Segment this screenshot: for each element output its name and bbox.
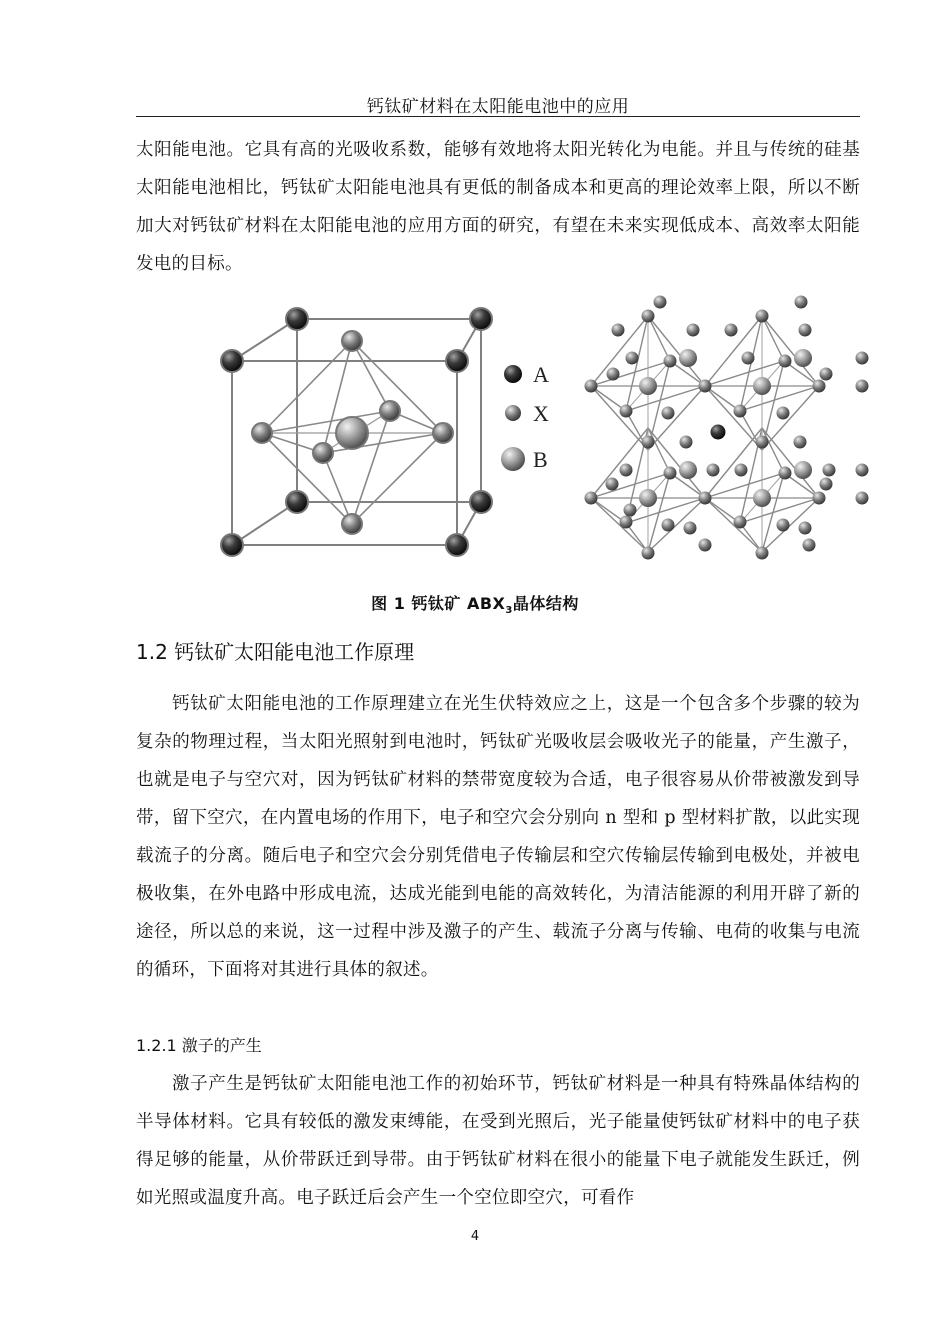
legend-x-sphere: [505, 405, 521, 421]
a-site-atom: [446, 350, 468, 372]
octahedron-edge: [352, 341, 443, 433]
lattice-x-atom: [799, 522, 812, 535]
lattice-x-atom: [699, 380, 712, 393]
lattice-b-atom: [794, 349, 812, 367]
lattice-b-atom: [753, 489, 771, 507]
lattice-x-atom: [756, 547, 769, 560]
page-number: 4: [470, 1229, 480, 1244]
octahedron-edge: [262, 433, 352, 524]
lattice-x-atom: [642, 436, 655, 449]
a-site-atom: [221, 534, 243, 556]
lattice-bond: [705, 498, 762, 552]
intro-paragraph: 太阳能电池。它具有高的光吸收系数，能够有效地将太阳光转化为电能。并且与传统的硅基太阳能电池相比，钙钛矿太阳能电池具有更低的制备成本和更高的理论效率上限，所以不断加大对钙钛矿材料在太阳能电池的应用方面的研究，有望在未来实现低成本、高效率太阳能发电的目标。: [136, 140, 860, 274]
lattice-b-atom: [679, 349, 697, 367]
page-header-title: 钙钛矿材料在太阳能电池中的应用: [366, 97, 630, 117]
x-site-atom: [342, 514, 362, 534]
lattice-x-atom: [725, 324, 738, 337]
cubic-unit-cell: [221, 308, 492, 556]
octahedron-edge: [352, 341, 390, 411]
lattice-x-atom: [612, 324, 625, 337]
lattice-x-atom: [707, 464, 720, 477]
lattice-x-atom: [794, 436, 807, 449]
lattice-bond: [591, 473, 670, 498]
lattice-x-atom: [813, 492, 826, 505]
lattice-x-atom: [654, 296, 667, 309]
lattice-x-atom: [699, 539, 712, 552]
lattice-x-atom: [607, 368, 620, 381]
legend-b-sphere: [501, 447, 525, 471]
figure-caption: [0, 591, 950, 616]
figure-caption-suffix: 晶体结构: [512, 594, 579, 613]
section-1-2-1-paragraph: 激子产生是钙钛矿太阳能电池工作的初始环节，钙钛矿材料是一种具有特殊晶体结构的半导体材料。它具有较低的激发束缚能，在受到光照后，光子能量使钙钛矿材料中的电子获得足够的能量，从价带跃迁到导带。由于钙钛矿材料在很小的能量下电子就能发生跃迁，例如光照或温度升高。电子跃迁后会产生一个空位即空穴，可看作: [136, 1074, 860, 1208]
a-site-atom: [470, 308, 492, 330]
lattice-x-atom: [756, 310, 769, 323]
a-site-atom: [286, 308, 308, 330]
lattice-x-atom: [680, 436, 693, 449]
lattice-x-atom: [777, 407, 790, 420]
lattice-x-atom: [642, 547, 655, 560]
lattice-x-atom: [856, 464, 869, 477]
lattice-b-atom: [639, 489, 657, 507]
lattice-a-atom: [711, 425, 726, 440]
x-site-atom: [433, 423, 453, 443]
lattice-x-atom: [779, 467, 792, 480]
lattice-x-atom: [626, 352, 639, 365]
legend-a-label: A: [533, 362, 549, 387]
lattice-x-atom: [687, 324, 700, 337]
lattice-x-atom: [803, 539, 816, 552]
octahedron-edge: [323, 453, 352, 524]
legend-b-label: B: [533, 447, 548, 472]
lattice-x-atom: [823, 464, 836, 477]
x-site-atom: [342, 331, 362, 351]
lattice-x-atom: [624, 504, 637, 517]
lattice-x-atom: [664, 467, 677, 480]
lattice-x-atom: [620, 464, 633, 477]
section-1-2-paragraph: 钙钛矿太阳能电池的工作原理建立在光生伏特效应之上，这是一个包含多个步骤的较为复杂的物理过程，当太阳光照射到电池时，钙钛矿光吸收层会吸收光子的能量，产生激子，也就是电子与空穴对，因为钙钛矿材料的禁带宽度较为合适，电子很容易从价带被激发到导带，留下空穴，在内置电场的作用下，电子和空穴会分别向 n 型和 p 型材料扩散，以此实现载流子的分离。随后电子和空穴会分别凭借电子传输层和空穴传输层传输到电极处，并被电极收集，在外电路中形成电流，达成光能到电能的高效转化，为清洁能源的利用开辟了新的途径，所以总的来说，这一过程中涉及激子的产生、载流子分离与传输、电荷的收集与电流的循环，下面将对其进行具体的叙述。: [136, 694, 860, 980]
lattice-x-atom: [742, 352, 755, 365]
figure-caption-subscript: 3: [505, 605, 513, 617]
lattice-x-atom: [799, 324, 812, 337]
lattice-x-atom: [642, 310, 655, 323]
perovskite-crystal-figure: [0, 0, 950, 590]
lattice-x-atom: [664, 355, 677, 368]
lattice-x-atom: [620, 516, 633, 529]
lattice-x-atom: [820, 478, 833, 491]
figure-legend: [501, 362, 549, 472]
lattice-b-atom: [753, 377, 771, 395]
lattice-x-atom: [734, 405, 747, 418]
x-site-atom: [313, 443, 333, 463]
lattice-x-atom: [735, 464, 748, 477]
lattice-bond: [762, 428, 819, 498]
lattice-x-atom: [813, 380, 826, 393]
lattice-bond: [591, 361, 670, 386]
lattice-b-atom: [639, 377, 657, 395]
section-heading-1-2-1: 1.2.1 激子的产生: [136, 1036, 262, 1055]
lattice-bond: [591, 498, 648, 552]
lattice-x-atom: [756, 436, 769, 449]
a-site-atom: [221, 350, 243, 372]
lattice-x-atom: [620, 405, 633, 418]
lattice-x-atom: [777, 519, 790, 532]
legend-a-sphere: [504, 365, 522, 383]
lattice-x-atom: [699, 492, 712, 505]
a-site-atom: [446, 534, 468, 556]
legend-x-label: X: [533, 401, 549, 426]
x-site-atom: [380, 401, 400, 421]
lattice-x-atom: [856, 352, 869, 365]
lattice-x-atom: [662, 519, 675, 532]
lattice-x-atom: [856, 380, 869, 393]
lattice-x-atom: [684, 522, 697, 535]
lattice-x-atom: [606, 478, 619, 491]
lattice-x-atom: [734, 516, 747, 529]
lattice-x-atom: [585, 492, 598, 505]
lattice-x-atom: [585, 380, 598, 393]
figure-caption-prefix: 图 1 钙钛矿 ABX: [371, 594, 506, 613]
lattice-bond: [705, 473, 784, 498]
x-site-atom: [252, 423, 272, 443]
lattice-bond: [648, 498, 705, 552]
lattice-x-atom: [779, 355, 792, 368]
b-site-atom: [336, 417, 368, 449]
lattice-bond: [648, 428, 705, 498]
lattice-x-atom: [820, 368, 833, 381]
a-site-atom: [286, 491, 308, 513]
section-heading-1-2: 1.2 钙钛矿太阳能电池工作原理: [136, 640, 415, 664]
lattice-bond: [740, 498, 819, 523]
lattice-x-atom: [795, 296, 808, 309]
lattice-b-atom: [679, 461, 697, 479]
lattice-b-atom: [794, 461, 812, 479]
a-site-atom: [470, 491, 492, 513]
octahedral-network-lattice: [585, 296, 869, 560]
lattice-x-atom: [662, 407, 675, 420]
lattice-bond: [705, 361, 784, 386]
lattice-x-atom: [856, 492, 869, 505]
